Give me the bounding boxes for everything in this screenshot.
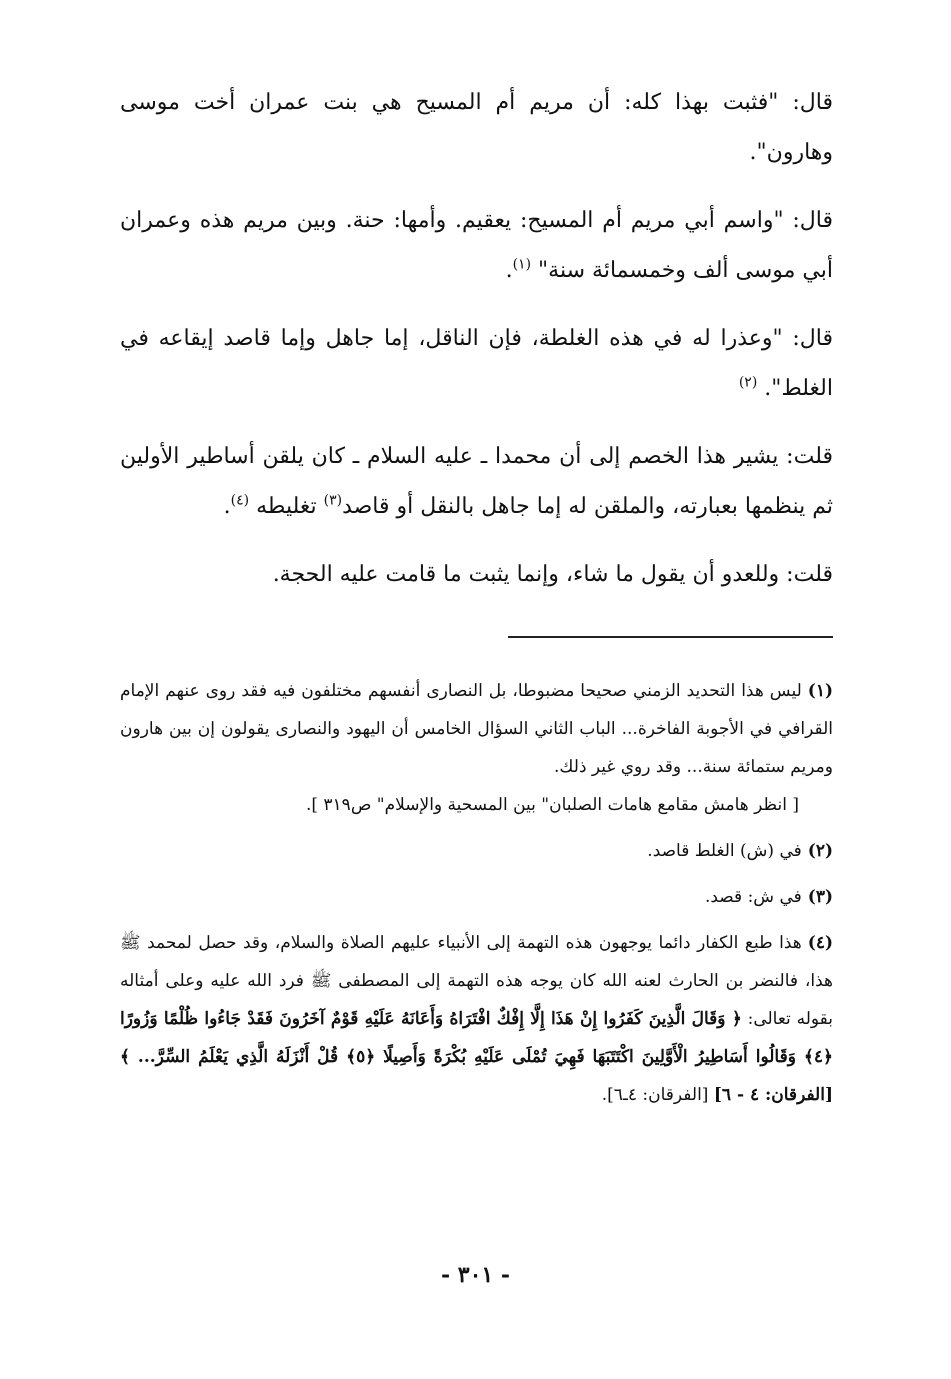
footnote-ref-3[interactable]: (٣) <box>323 492 343 509</box>
main-text <box>120 78 833 618</box>
paragraph-1-text: قال: "فثبت بهذا كله: أن مريم أم المسيح هي بنت عمران أخت موسى وهارون". <box>120 90 833 165</box>
footnote-4-text: هذا طبع الكفار دائما يوجهون هذه التهمة إلى الأنبياء عليهم الصلاة والسلام، وقد حصل لمحمد ﷺ هذا، فالنضر بن الحارث لعنه الله كان يوجه هذه التهمة إلى المصطفى ﷺ فرد الله عليه وعلى أمثاله بقوله تعالى: <box>120 933 833 1029</box>
footnote-2-text: في (ش) الغلط قاصد. <box>647 841 802 861</box>
paragraph-2-text: قال: "واسم أبي مريم أم المسيح: يعقيم. وأمها: حنة. وبين مريم هذه وعمران أبي موسى ألف وخمسمائة سنة" <box>120 208 833 283</box>
paragraph-5-text: قلت: وللعدو أن يقول ما شاء، وإنما يثبت ما قامت عليه الحجة. <box>272 562 833 587</box>
paragraph-3 <box>120 314 833 414</box>
footnote-4 <box>120 924 833 1114</box>
footnote-1 <box>120 672 833 824</box>
footnote-3-number: (٣) <box>807 887 833 907</box>
paragraph-2-end: . <box>505 258 513 283</box>
footnote-ref-1[interactable]: (١) <box>512 256 532 273</box>
paragraph-4-text-b: تغليطه <box>256 494 324 519</box>
footnote-1-reference: [ انظر هامش مقامع هامات الصلبان" بين المسحية والإسلام" ص٣١٩ ]. <box>305 795 799 815</box>
paragraph-4-end: . <box>223 494 231 519</box>
footnote-separator <box>508 636 833 638</box>
footnote-3 <box>120 878 833 916</box>
paragraph-5 <box>120 550 833 600</box>
footnote-ref-2[interactable]: (٢) <box>738 374 758 391</box>
page-number: - ٣٠١ - <box>440 1262 511 1288</box>
paragraph-3-text: قال: "وعذرا له في هذه الغلطة، فإن الناقل، إما جاهل وإما قاصد إيقاعه في الغلط". <box>120 326 833 401</box>
paragraph-4-text-a: قلت: يشير هذا الخصم إلى أن محمدا ـ عليه السلام ـ كان يلقن أساطير الأولين ثم ينظمها بعبارته، والملقن له إما جاهل بالنقل أو قاصد <box>120 444 833 519</box>
footnote-1-number: (١) <box>807 681 833 701</box>
footnote-2-number: (٢) <box>807 841 833 861</box>
footnote-4-citation: [الفرقان: ٤ـ٦]. <box>601 1085 714 1105</box>
paragraph-1 <box>120 78 833 178</box>
paragraph-4 <box>120 432 833 532</box>
footnote-ref-4[interactable]: (٤) <box>230 492 250 509</box>
footnotes <box>120 672 833 1122</box>
paragraph-2 <box>120 196 833 296</box>
quran-quote: ﴿ وَقَالَ الَّذِينَ كَفَرُوا إِنْ هَذَا إِلَّا إِفْكٌ افْتَرَاهُ وَأَعَانَهُ عَلَيْهِ قَوْمٌ آخَرُونَ فَقَدْ جَاءُوا ظُلْمًا وَزُورًا ﴿٤﴾ وَقَالُوا أَسَاطِيرُ الْأَوَّلِينَ اكْتَتَبَهَا فَهِيَ تُمْلَى عَلَيْهِ بُكْرَةً وَأَصِيلًا ﴿٥﴾ قُلْ أَنْزَلَهُ الَّذِي يَعْلَمُ السِّرَّ... ﴾ [الفرقان: ٤ - ٦] <box>120 1009 833 1105</box>
footnote-2 <box>120 832 833 870</box>
footnote-4-number: (٤) <box>807 933 833 953</box>
footnote-3-text: في ش: قصد. <box>704 887 802 907</box>
footnote-1-text: ليس هذا التحديد الزمني صحيحا مضبوطا، بل النصارى أنفسهم مختلفون فيه فقد روى عنهم الإمام القرافي في الأجوبة الفاخرة... الباب الثاني السؤال الخامس أن اليهود والنصارى يقولون إن بين هارون ومريم ستمائة سنة... وقد روي غير ذلك. <box>120 681 833 777</box>
